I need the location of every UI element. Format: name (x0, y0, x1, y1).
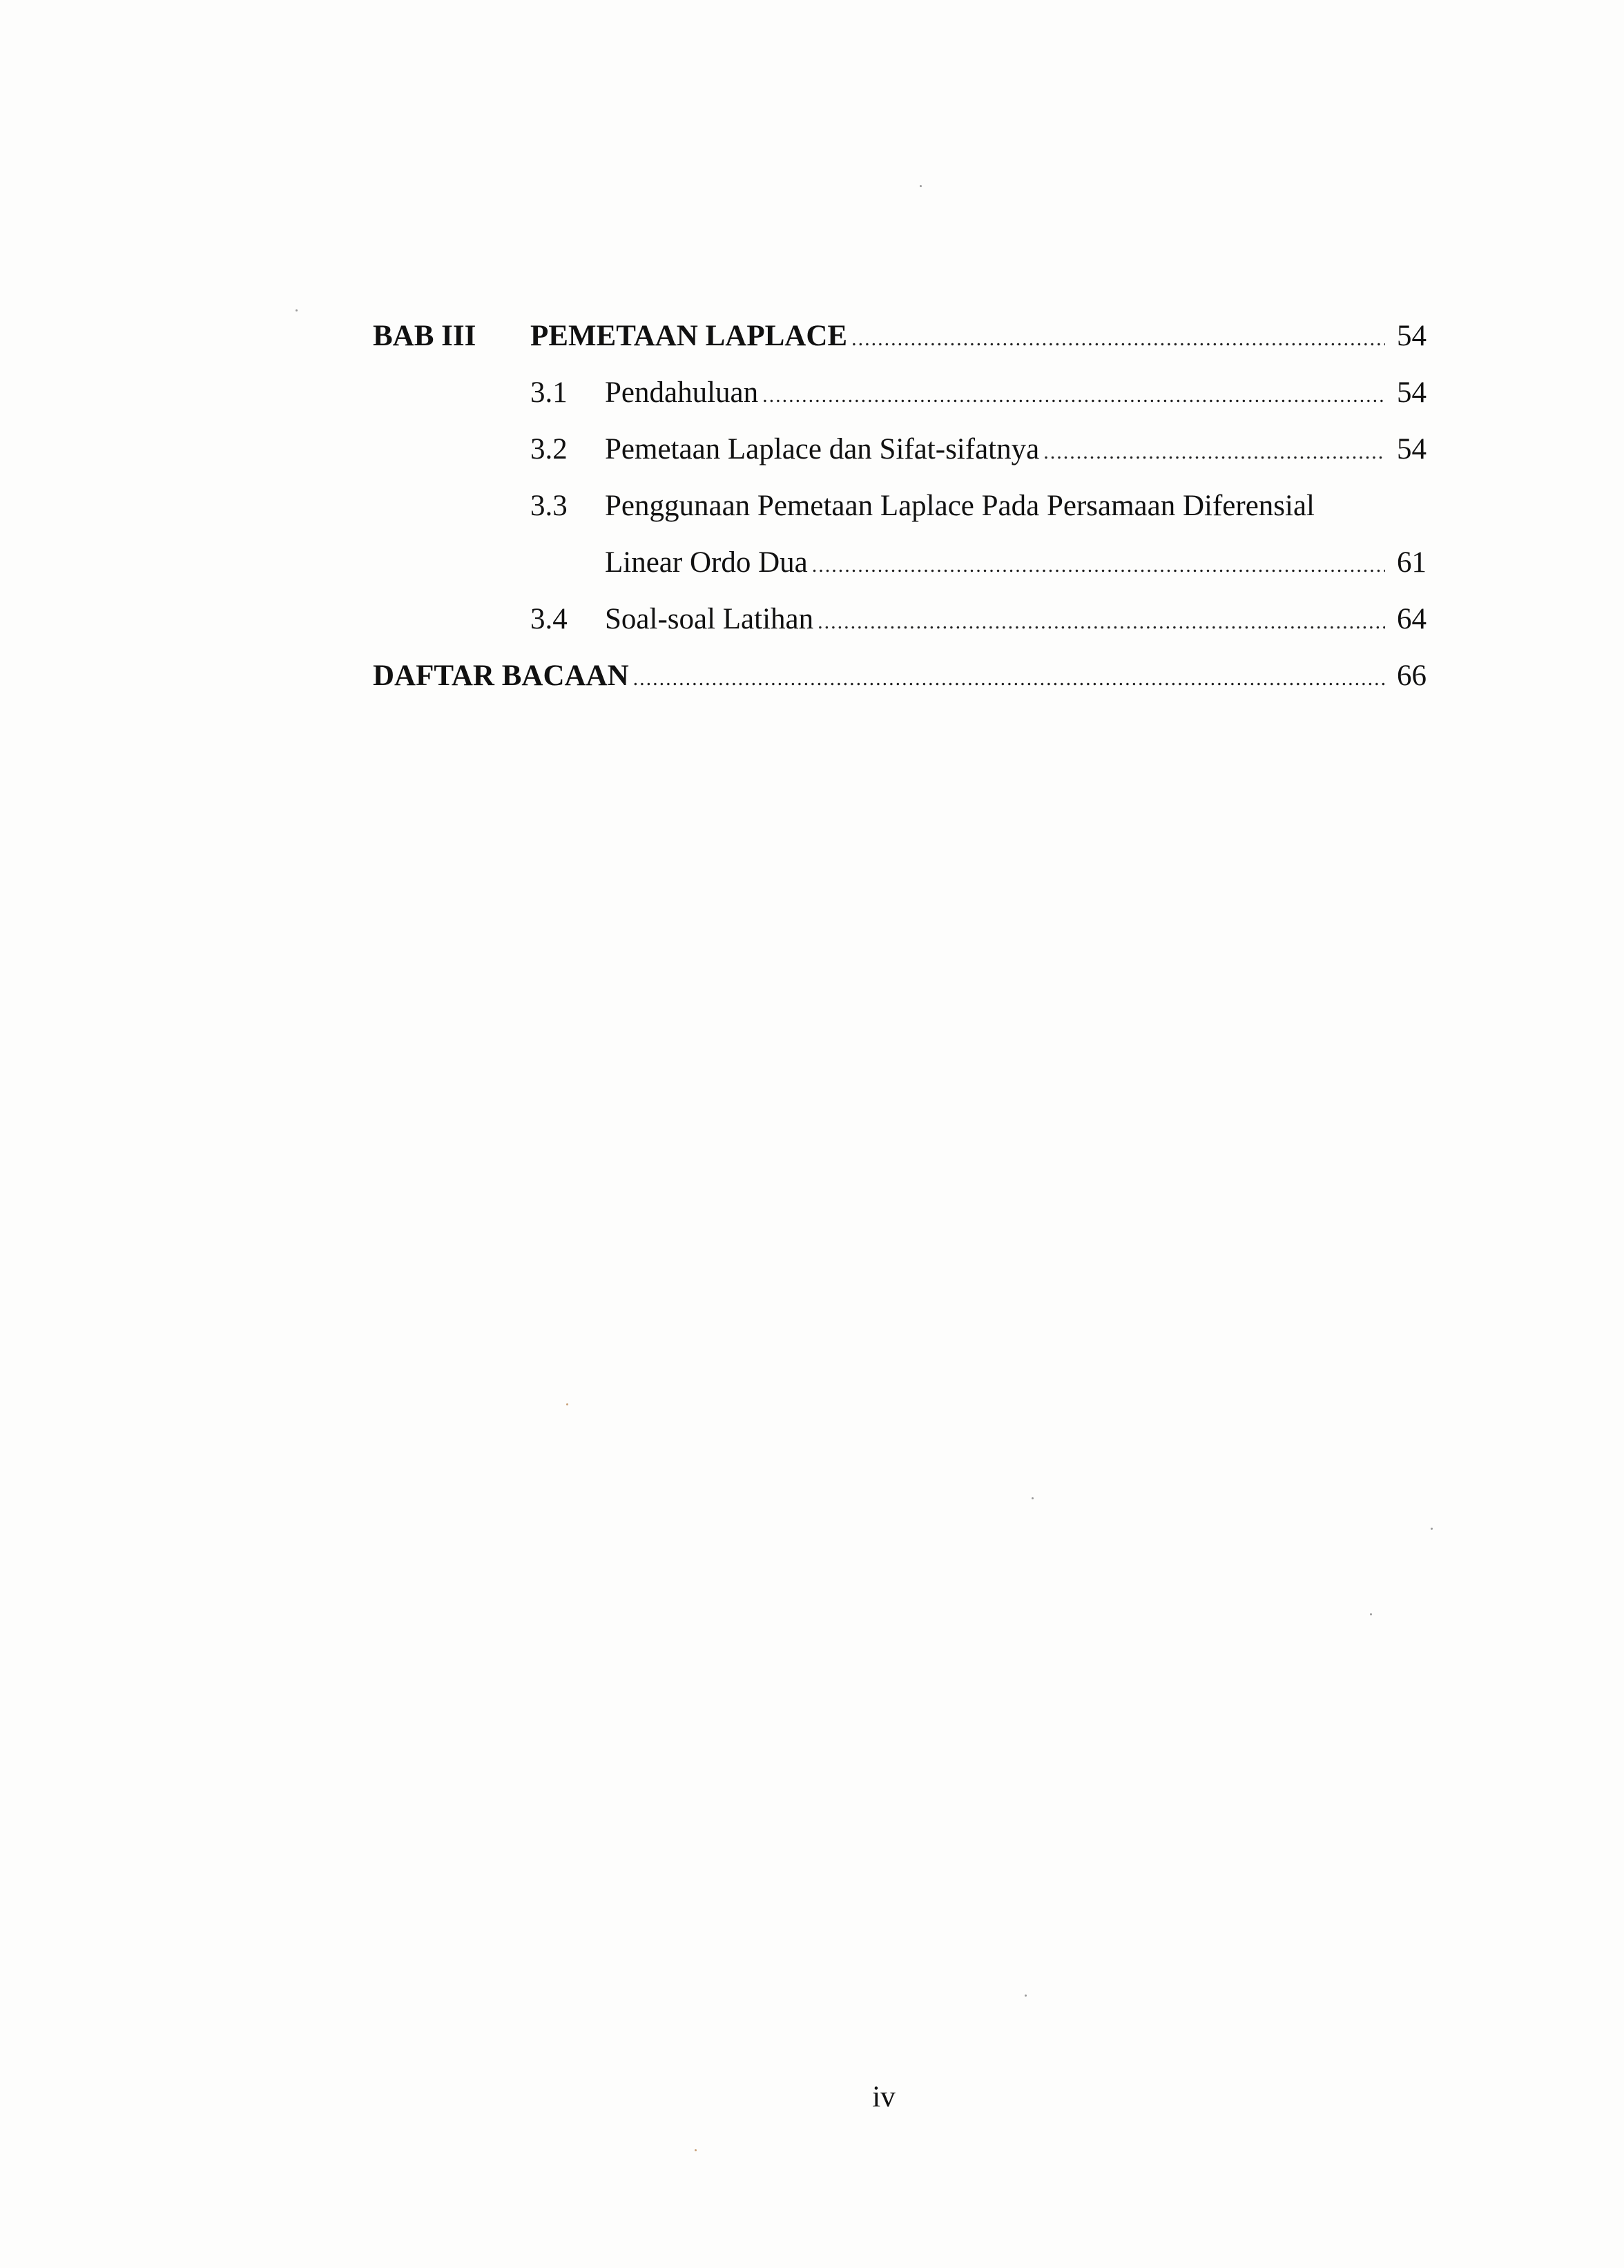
scan-speck (920, 185, 922, 187)
section-number: 3.1 (530, 376, 568, 409)
chapter-label: BAB III (373, 320, 476, 352)
toc-section-row (373, 478, 1427, 535)
section-title: Pendahuluan (605, 376, 759, 409)
dot-leader (762, 367, 1385, 424)
section-number: 3.3 (530, 490, 568, 522)
toc-section-row (373, 591, 1427, 648)
scan-speck (1431, 1528, 1433, 1530)
page-number: 61 (1397, 546, 1427, 579)
toc-chapter-row (373, 308, 1427, 365)
page-number: 54 (1397, 433, 1427, 465)
section-title: Soal-soal Latihan (605, 603, 814, 635)
scan-speck (1025, 1995, 1027, 1997)
section-number: 3.2 (530, 433, 568, 465)
table-of-contents (373, 308, 1427, 704)
dot-leader (818, 594, 1385, 651)
page-number: 64 (1397, 603, 1427, 635)
toc-bibliography-row (373, 648, 1427, 704)
bibliography-title: DAFTAR BACAAN (373, 660, 629, 692)
dot-leader (851, 311, 1385, 367)
chapter-title: PEMETAAN LAPLACE (530, 320, 848, 352)
page-folio: iv (872, 2081, 896, 2113)
section-title-continued: Linear Ordo Dua (605, 546, 808, 579)
scan-speck (1032, 1497, 1034, 1499)
dot-leader (633, 651, 1385, 707)
section-number: 3.4 (530, 603, 568, 635)
scan-speck (566, 1403, 568, 1405)
scan-speck (1370, 1613, 1372, 1615)
section-title: Pemetaan Laplace dan Sifat-sifatnya (605, 433, 1040, 465)
scan-speck (695, 2149, 697, 2151)
toc-section-continuation-row (373, 535, 1427, 591)
toc-section-row (373, 365, 1427, 421)
scan-speck (296, 309, 298, 311)
dot-leader (1043, 424, 1385, 481)
page-number: 66 (1397, 660, 1427, 692)
dot-leader (812, 537, 1385, 594)
section-title: Penggunaan Pemetaan Laplace Pada Persamaan Diferensial (605, 490, 1315, 522)
page-number: 54 (1397, 320, 1427, 352)
page-number: 54 (1397, 376, 1427, 409)
toc-section-row (373, 421, 1427, 478)
